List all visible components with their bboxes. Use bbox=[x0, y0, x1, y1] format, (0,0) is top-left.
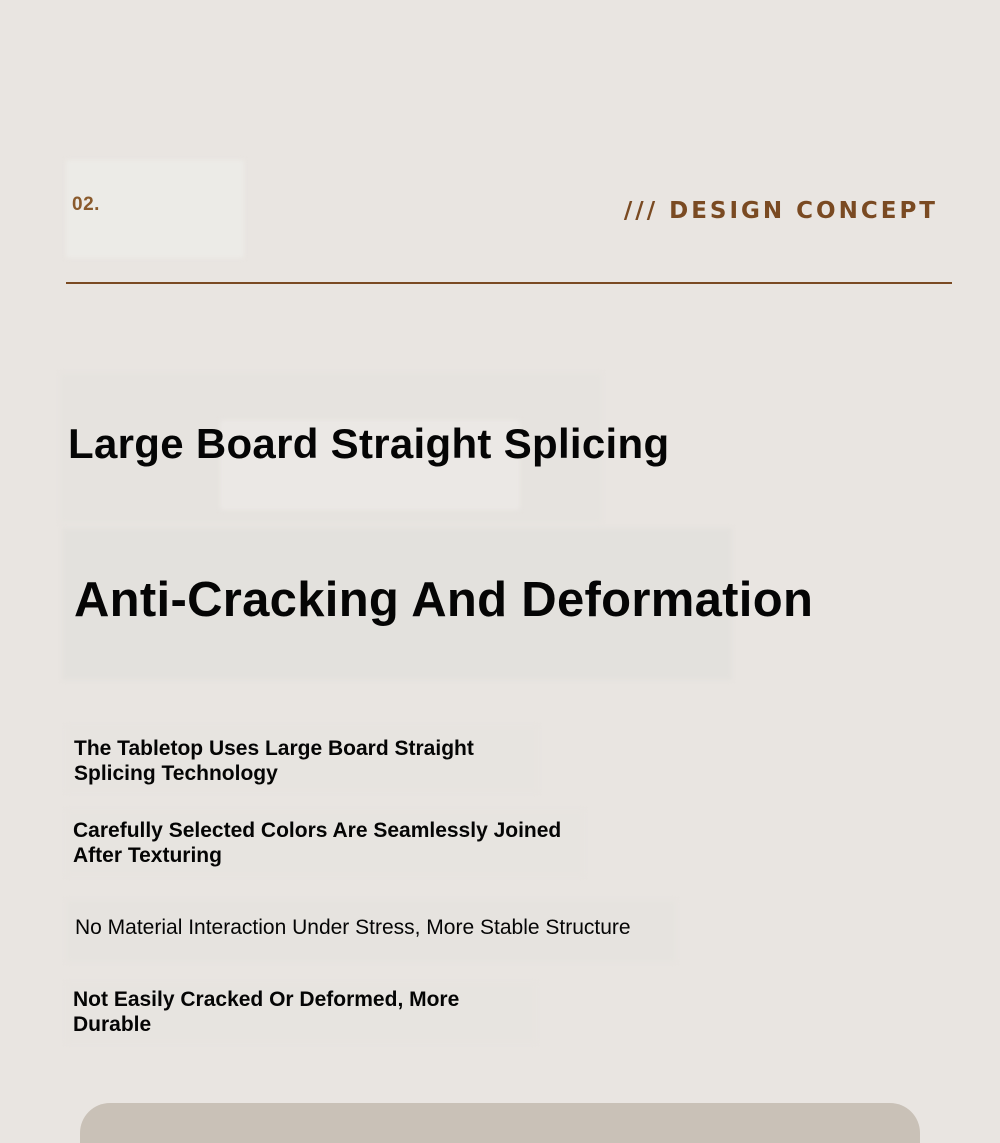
feature-item: The Tabletop Uses Large Board Straight Splicing Technology bbox=[74, 737, 474, 785]
section-number: 02. bbox=[72, 194, 100, 215]
headline-secondary: Anti-Cracking And Deformation bbox=[74, 573, 814, 627]
feature-item: No Material Interaction Under Stress, More Stable Structure bbox=[75, 916, 631, 939]
feature-item: Carefully Selected Colors Are Seamlessly Joined After Texturing bbox=[73, 819, 562, 867]
section-label: /// DESIGN CONCEPT bbox=[623, 198, 938, 224]
bottom-image-edge bbox=[80, 1103, 920, 1143]
headline-primary: Large Board Straight Splicing bbox=[68, 420, 670, 467]
feature-item: Not Easily Cracked Or Deformed, More Durable bbox=[73, 988, 460, 1036]
divider bbox=[66, 282, 952, 284]
